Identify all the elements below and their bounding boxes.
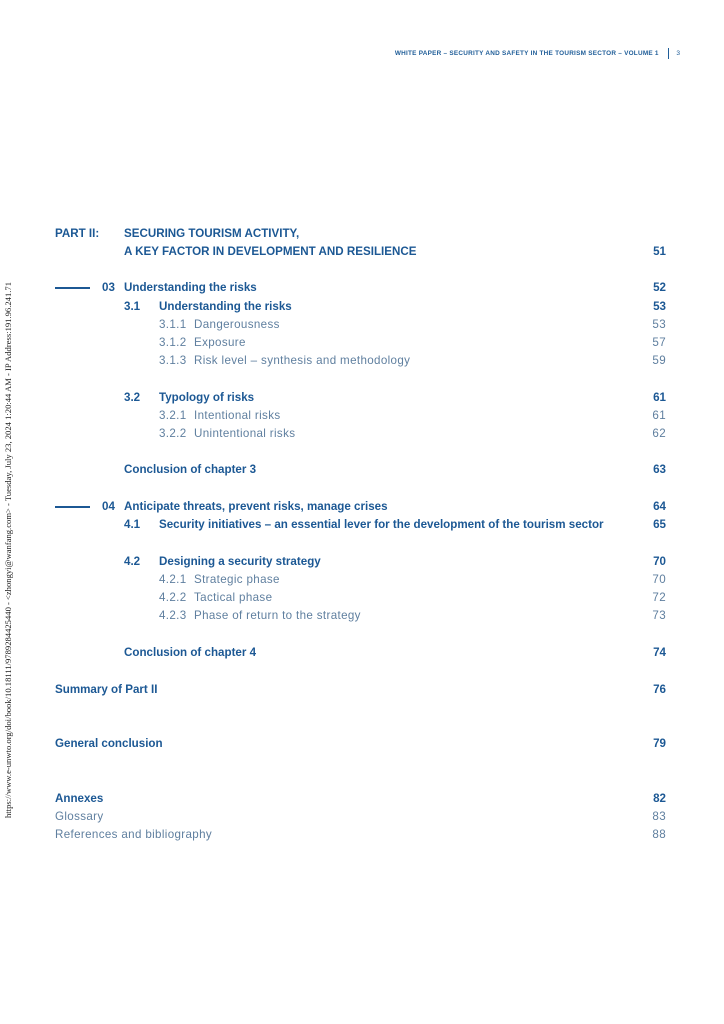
section-number: 4.2 [124,555,141,568]
toc-section-3-2[interactable] [0,390,724,406]
conclusion-title: Conclusion of chapter 3 [124,463,257,476]
subsection-page: 73 [652,609,666,622]
conclusion-page: 63 [653,463,666,476]
toc-conclusion-chapter-4[interactable] [0,645,724,661]
toc-annexes[interactable] [0,791,724,807]
running-header [395,47,680,59]
subsection-number: 4.2.3 [159,609,187,622]
toc-subsection-3-1-3[interactable] [0,353,724,369]
general-conclusion-title: General conclusion [55,737,163,750]
annexes-title: Annexes [55,792,104,805]
subsection-title: Tactical phase [194,591,273,604]
subsection-number: 4.2.2 [159,591,187,604]
section-number: 3.1 [124,300,141,313]
section-page: 65 [653,518,666,531]
general-conclusion-page: 79 [653,737,666,750]
chapter-title: Anticipate threats, prevent risks, manage crises [124,500,388,513]
header-divider [668,48,670,59]
toc-section-3-1[interactable] [0,299,724,315]
subsection-number: 3.2.2 [159,427,187,440]
subsection-page: 70 [652,573,666,586]
toc-subsection-4-2-2[interactable] [0,590,724,606]
glossary-title: Glossary [55,810,104,823]
toc-conclusion-chapter-3[interactable] [0,462,724,478]
subsection-number: 3.1.1 [159,318,187,331]
section-page: 61 [653,391,666,404]
toc-part-heading[interactable] [0,226,724,242]
section-title: Security initiatives – an essential lever for the development of the tourism sector [159,518,604,531]
subsection-title: Risk level – synthesis and methodology [194,354,411,367]
subsection-title: Unintentional risks [194,427,296,440]
summary-page: 76 [653,683,666,696]
chapter-marker-line [55,506,90,508]
subsection-page: 59 [652,354,666,367]
chapter-number: 04 [102,500,115,513]
glossary-page: 83 [652,810,666,823]
conclusion-title: Conclusion of chapter 4 [124,646,257,659]
chapter-marker-line [55,287,90,289]
references-title: References and bibliography [55,828,213,841]
section-title: Designing a security strategy [159,555,321,568]
chapter-number: 03 [102,281,115,294]
toc-glossary[interactable] [0,809,724,825]
subsection-page: 72 [652,591,666,604]
part-title-line1: SECURING TOURISM ACTIVITY, [124,227,300,240]
chapter-page: 64 [653,500,666,513]
subsection-title: Phase of return to the strategy [194,609,361,622]
toc-subsection-3-2-2[interactable] [0,426,724,442]
subsection-title: Intentional risks [194,409,281,422]
header-title: WHITE PAPER – SECURITY AND SAFETY IN THE TOURISM SECTOR – VOLUME 1 [394,49,659,57]
subsection-number: 3.1.2 [159,336,187,349]
part-title-line2: A KEY FACTOR IN DEVELOPMENT AND RESILIENCE [124,245,417,258]
subsection-page: 62 [652,427,666,440]
toc-chapter-4[interactable] [0,499,724,515]
part-page: 51 [653,245,666,258]
toc-references[interactable] [0,827,724,843]
subsection-page: 53 [652,318,666,331]
side-watermark-text: https://www.e-unwto.org/doi/book/10.18111/9789284425440 - <zhongyi@wanfang.com> - Tuesday, July 23, 2024 1:20:44 AM - IP Address:191.96.241.71 [3,282,13,818]
subsection-number: 4.2.1 [159,573,187,586]
toc-subsection-3-2-1[interactable] [0,408,724,424]
conclusion-page: 74 [653,646,666,659]
toc-section-4-1[interactable] [0,517,724,533]
subsection-page: 61 [652,409,666,422]
section-title: Understanding the risks [159,300,292,313]
toc-subsection-3-1-1[interactable] [0,317,724,333]
toc-part-heading-line2[interactable] [0,244,724,260]
subsection-title: Dangerousness [194,318,280,331]
subsection-title: Exposure [194,336,246,349]
section-page: 70 [653,555,666,568]
toc-section-4-2[interactable] [0,554,724,570]
subsection-title: Strategic phase [194,573,280,586]
section-title: Typology of risks [159,391,255,404]
summary-title: Summary of Part II [55,683,158,696]
subsection-page: 57 [652,336,666,349]
header-page-number: 3 [676,49,680,57]
toc-general-conclusion[interactable] [0,736,724,752]
subsection-number: 3.2.1 [159,409,187,422]
section-page: 53 [653,300,666,313]
section-number: 3.2 [124,391,141,404]
chapter-title: Understanding the risks [124,281,257,294]
toc-summary-part-2[interactable] [0,682,724,698]
annexes-page: 82 [653,792,666,805]
toc-chapter-3[interactable] [0,280,724,296]
toc-subsection-3-1-2[interactable] [0,335,724,351]
references-page: 88 [652,828,666,841]
chapter-page: 52 [653,281,666,294]
subsection-number: 3.1.3 [159,354,187,367]
part-label: PART II: [55,227,100,240]
toc-subsection-4-2-1[interactable] [0,572,724,588]
section-number: 4.1 [124,518,141,531]
toc-subsection-4-2-3[interactable] [0,608,724,624]
